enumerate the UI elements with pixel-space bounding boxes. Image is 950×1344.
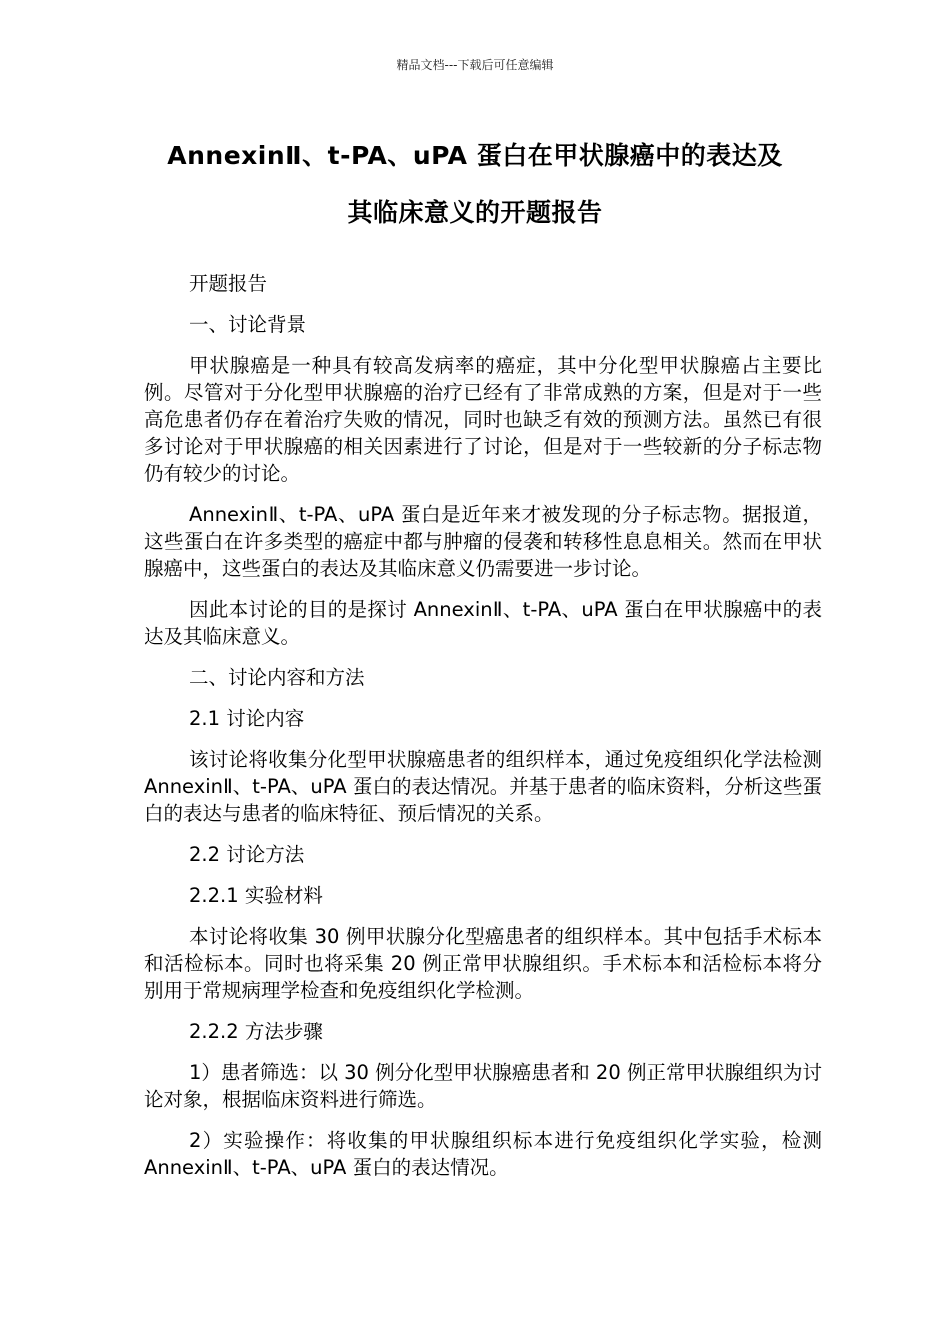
heading-background: 一、讨论背景 bbox=[189, 313, 307, 336]
paragraph-background-1: 甲状腺癌是一种具有较高发病率的癌症，其中分化型甲状腺癌占主要比例。尽管对于分化型甲状腺癌的治疗已经有了非常成熟的方案，但是对于一些高危患者仍存在着治疗失败的情况，同时也缺乏有效的预测方法。虽然已有很多讨论对于甲状腺癌的相关因素进行了讨论，但是对于一些较新的分子标志物仍有较少的讨论。 bbox=[144, 354, 822, 485]
heading-2-2: 2.2 讨论方法 bbox=[189, 843, 305, 866]
document-title-line-2: 其临床意义的开题报告 bbox=[347, 198, 603, 227]
heading-2-2-1: 2.2.1 实验材料 bbox=[189, 884, 323, 907]
paragraph-materials: 本讨论将收集 30 例甲状腺分化型癌患者的组织样本。其中包括手术标本和活检标本。同时也将采集 20 例正常甲状腺组织。手术标本和活检标本将分别用于常规病理学检查和免疫组织化学检测。 bbox=[144, 925, 822, 1002]
heading-2-2-2: 2.2.2 方法步骤 bbox=[189, 1020, 323, 1043]
paragraph-background-3: 因此本讨论的目的是探讨 AnnexinⅡ、t-PA、uPA 蛋白在甲状腺癌中的表达及其临床意义。 bbox=[144, 598, 822, 648]
page-header-note: 精品文档---下载后可任意编辑 bbox=[396, 58, 554, 72]
heading-content-methods: 二、讨论内容和方法 bbox=[189, 666, 365, 689]
document-body bbox=[144, 270, 822, 1195]
document-title-line-1: AnnexinⅡ、t-PA、uPA 蛋白在甲状腺癌中的表达及 bbox=[167, 141, 783, 170]
heading-report: 开题报告 bbox=[189, 272, 268, 295]
paragraph-content: 该讨论将收集分化型甲状腺癌患者的组织样本，通过免疫组织化学法检测 AnnexinⅡ、t-PA、uPA 蛋白的表达情况。并基于患者的临床资料，分析这些蛋白的表达与患者的临床特征、预后情况的关系。 bbox=[144, 748, 822, 825]
paragraph-step-2: 2）实验操作：将收集的甲状腺组织标本进行免疫组织化学实验，检测 AnnexinⅡ、t-PA、uPA 蛋白的表达情况。 bbox=[144, 1129, 822, 1179]
paragraph-step-1: 1）患者筛选：以 30 例分化型甲状腺癌患者和 20 例正常甲状腺组织为讨论对象，根据临床资料进行筛选。 bbox=[144, 1061, 822, 1111]
paragraph-background-2: AnnexinⅡ、t-PA、uPA 蛋白是近年来才被发现的分子标志物。据报道，这些蛋白在许多类型的癌症中都与肿瘤的侵袭和转移性息息相关。然而在甲状腺癌中，这些蛋白的表达及其临床意义仍需要进一步讨论。 bbox=[144, 503, 822, 580]
heading-2-1: 2.1 讨论内容 bbox=[189, 707, 305, 730]
